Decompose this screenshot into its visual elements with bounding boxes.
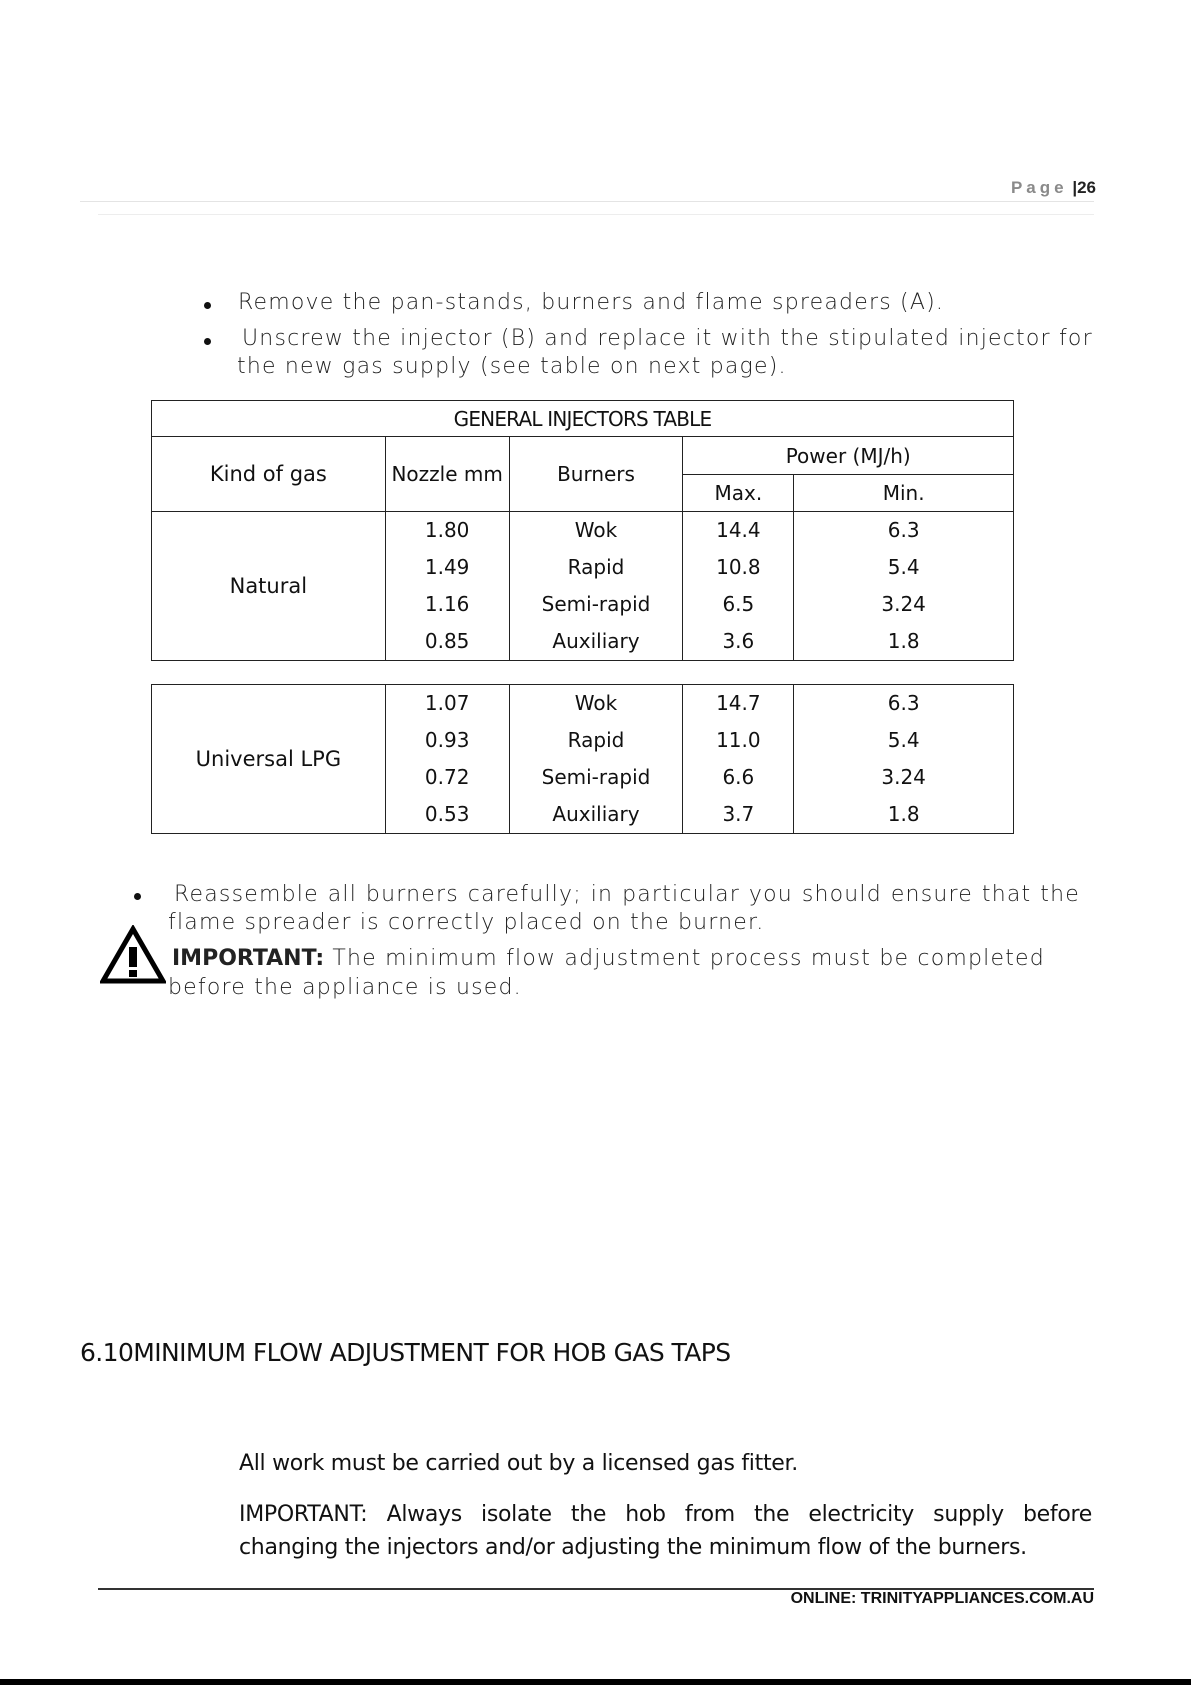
isolate-warning-line1: IMPORTANT: Always isolate the hob from the electricity supply before <box>239 1502 1092 1527</box>
header-rule-secondary <box>98 214 1094 215</box>
header-burners: Burners <box>509 437 683 512</box>
bullet-icon <box>204 302 211 309</box>
important-note: IMPORTANT: The minimum flow adjustment process must be completed <box>172 946 1045 971</box>
injectors-table-natural <box>151 400 1014 661</box>
licensed-fitter-note: All work must be carried out by a licensed gas fitter. <box>239 1451 798 1476</box>
bottom-edge-bar <box>0 1679 1191 1685</box>
injectors-table-lpg <box>151 684 1014 834</box>
min-values: 6.3 5.4 3.24 1.8 <box>794 685 1014 834</box>
gas-kind-lpg: Universal LPG <box>152 685 386 834</box>
isolate-warning-line2: changing the injectors and/or adjusting the minimum flow of the burners. <box>239 1535 1027 1560</box>
nozzle-values: 1.07 0.93 0.72 0.53 <box>385 685 509 834</box>
reassemble-line2: flame spreader is correctly placed on the burner. <box>168 910 765 935</box>
step-unscrew: Unscrew the injector (B) and replace it with the stipulated injector for <box>242 326 1093 351</box>
table-title: GENERAL INJECTORS TABLE <box>152 401 1014 437</box>
important-note-cont: before the appliance is used. <box>168 975 522 1000</box>
bullet-icon <box>204 338 211 345</box>
header-min: Min. <box>794 475 1014 512</box>
page-number: Page |26 <box>1010 178 1096 197</box>
step-unscrew-cont: the new gas supply (see table on next page). <box>237 354 787 379</box>
bullet-icon <box>134 893 141 900</box>
max-values: 14.7 11.0 6.6 3.7 <box>683 685 794 834</box>
header-max: Max. <box>683 475 794 512</box>
section-heading: 6.10MINIMUM FLOW ADJUSTMENT FOR HOB GAS TAPS <box>80 1338 731 1367</box>
header-nozzle: Nozzle mm <box>385 437 509 512</box>
header-kind: Kind of gas <box>152 437 386 512</box>
burner-values: Wok Rapid Semi-rapid Auxiliary <box>509 685 683 834</box>
gas-kind-natural: Natural <box>152 512 386 661</box>
nozzle-values: 1.80 1.49 1.16 0.85 <box>385 512 509 661</box>
step-remove: Remove the pan-stands, burners and flame spreaders (A). <box>238 290 945 315</box>
burner-values: Wok Rapid Semi-rapid Auxiliary <box>509 512 683 661</box>
header-power: Power (MJ/h) <box>683 437 1014 475</box>
reassemble-line1: Reassemble all burners carefully; in particular you should ensure that the <box>174 882 1080 907</box>
warning-triangle-icon <box>100 925 166 985</box>
max-values: 14.4 10.8 6.5 3.6 <box>683 512 794 661</box>
header-rule <box>80 201 1094 202</box>
min-values: 6.3 5.4 3.24 1.8 <box>794 512 1014 661</box>
footer-url: ONLINE: TRINITYAPPLIANCES.COM.AU <box>790 1590 1094 1607</box>
